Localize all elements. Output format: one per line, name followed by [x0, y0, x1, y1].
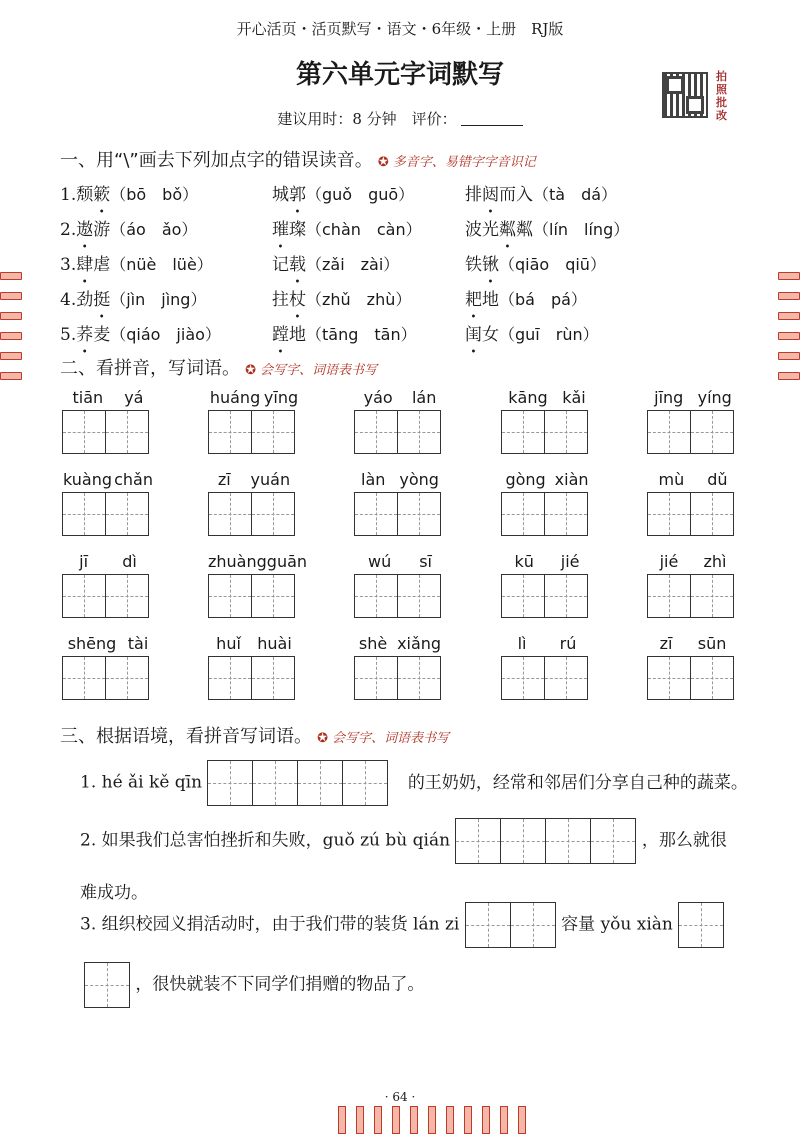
writing-boxes[interactable] [208, 492, 300, 536]
item-number: 5. [60, 325, 77, 345]
pinyin-syllable: dǔ [707, 470, 728, 489]
pinyin-line [647, 388, 739, 410]
writing-box[interactable] [62, 574, 106, 618]
dotted-character: 遨 [76, 220, 94, 240]
pinyin-word-group [354, 470, 446, 536]
dotted-character: 耙 [465, 290, 482, 310]
writing-boxes[interactable] [647, 574, 739, 618]
writing-box[interactable] [252, 656, 295, 700]
pinyin-syllable: yīng [263, 388, 299, 407]
pinyin-options[interactable]: （jìn jìng） [110, 290, 207, 309]
word-suffix: 女 [482, 325, 499, 345]
pinyin-options[interactable]: （bō bǒ） [110, 185, 199, 204]
sentence-3-text: 3. 组织校园义捐活动时，由于我们带的装货 lán zi [80, 914, 460, 935]
writing-box[interactable] [647, 410, 691, 454]
pinyin-syllable: rú [559, 634, 577, 653]
pronunciation-item[interactable] [465, 285, 587, 319]
writing-box[interactable] [343, 760, 388, 806]
pinyin-word-group [62, 634, 154, 700]
writing-box[interactable] [208, 410, 252, 454]
word-suffix: 而入 [499, 185, 533, 205]
pinyin-line [354, 470, 446, 492]
writing-boxes[interactable] [501, 574, 593, 618]
pinyin-line [647, 470, 739, 492]
page-title: 第六单元字词默写 [295, 60, 504, 90]
pinyin-options[interactable]: （bá pá） [499, 290, 587, 309]
pronunciation-item[interactable] [60, 250, 213, 284]
pinyin-syllable: huǐ [216, 634, 241, 653]
pinyin-word-group [208, 634, 300, 700]
word-prefix: 拄 [272, 290, 289, 310]
writing-box[interactable] [545, 574, 588, 618]
pinyin-syllable: jī [79, 552, 89, 571]
pinyin-word-group [62, 552, 154, 618]
pinyin-syllable: kāng [508, 388, 548, 407]
pinyin-syllable: huài [257, 634, 292, 653]
pinyin-word-group [208, 552, 308, 618]
evaluation-blank[interactable] [461, 125, 523, 126]
writing-box[interactable] [253, 760, 298, 806]
pinyin-syllable: lán [411, 388, 437, 407]
pinyin-options[interactable]: （nüè lüè） [110, 255, 213, 274]
word-prefix: 波光 [465, 220, 499, 240]
pinyin-syllable: guān [266, 552, 308, 571]
dotted-character: 簌 [93, 185, 111, 205]
page-number: · 64 · [384, 1090, 416, 1104]
writing-box[interactable] [691, 410, 734, 454]
tip-icon: ✪ [317, 731, 328, 746]
pinyin-syllable: zī [217, 470, 231, 489]
word-suffix: 粼 [516, 220, 533, 240]
pinyin-line [501, 388, 593, 410]
pinyin-options[interactable]: （lín líng） [533, 220, 630, 239]
pinyin-line [62, 552, 154, 574]
pinyin-syllable: zhuàng [208, 552, 267, 571]
pinyin-line [354, 552, 446, 574]
pinyin-word-group [647, 552, 739, 618]
pinyin-options[interactable]: （qiāo qiū） [499, 255, 606, 274]
pronunciation-item[interactable] [60, 180, 198, 214]
word-suffix: 虐 [93, 255, 111, 275]
pinyin-syllable: tài [127, 634, 149, 653]
writing-box[interactable] [501, 656, 545, 700]
pinyin-syllable: mù [658, 470, 685, 489]
writing-boxes[interactable] [354, 656, 446, 700]
writing-boxes[interactable] [208, 656, 300, 700]
writing-box[interactable] [62, 656, 106, 700]
dotted-character: 锹 [482, 255, 499, 275]
dotted-character: 蹚 [272, 325, 289, 345]
dotted-character: 璀 [272, 220, 289, 240]
pinyin-word-group [208, 470, 300, 536]
pinyin-word-group [647, 634, 739, 700]
writing-box[interactable] [106, 574, 149, 618]
left-binding-bars [0, 272, 22, 392]
pinyin-line [208, 634, 300, 656]
dotted-character: 荞 [76, 325, 94, 345]
writing-box[interactable] [252, 492, 295, 536]
writing-box[interactable] [354, 656, 398, 700]
word-prefix: 颓 [76, 185, 94, 205]
writing-box[interactable] [398, 574, 441, 618]
pinyin-syllable: gòng [505, 470, 546, 489]
pinyin-word-group [501, 634, 593, 700]
sentence-2-text: 2. 如果我们总害怕挫折和失败，guǒ zú bù qián [80, 830, 451, 851]
dotted-character: 肆 [76, 255, 94, 275]
pinyin-syllable: xiǎng [397, 634, 442, 653]
section3-title: 三、根据语境，看拼音写词语。 [60, 726, 312, 747]
pinyin-syllable: huáng [209, 388, 261, 407]
word-prefix: 劲 [76, 290, 94, 310]
sentence-1-pinyin: 1. hé ǎi kě qīn [80, 772, 203, 793]
writing-box[interactable] [647, 656, 691, 700]
word-prefix: 铁 [465, 255, 482, 275]
section1-title: 一、用“\”画去下列加点字的错误读音。 [60, 150, 373, 171]
time-label: 建议用时：8 分钟 评价： [277, 110, 457, 128]
pinyin-options[interactable]: （guī rùn） [499, 325, 599, 344]
answer-boxes-1[interactable] [207, 760, 388, 806]
pinyin-syllable: shēng [67, 634, 117, 653]
pinyin-syllable: jīng [654, 388, 684, 407]
right-binding-bars [778, 272, 800, 392]
writing-boxes[interactable] [647, 656, 739, 700]
writing-box[interactable] [501, 818, 546, 864]
section2-tip: 会写字、词语表书写 [260, 363, 378, 378]
writing-box[interactable] [647, 492, 691, 536]
series-header: 开心活页・活页默写・语文・6年级・上册 RJ版 [236, 20, 564, 38]
writing-box[interactable] [546, 818, 591, 864]
pronunciation-item[interactable] [465, 180, 617, 214]
pinyin-options[interactable]: （áo ǎo） [110, 220, 198, 239]
writing-boxes[interactable] [354, 492, 446, 536]
pinyin-syllable: yá [124, 388, 144, 407]
pinyin-syllable: yáo [363, 388, 393, 407]
pronunciation-item[interactable] [465, 215, 629, 249]
pinyin-line [647, 552, 739, 574]
writing-boxes[interactable] [354, 574, 446, 618]
writing-box[interactable] [398, 656, 441, 700]
writing-boxes[interactable] [62, 574, 154, 618]
dotted-character: 闼 [482, 185, 499, 205]
pinyin-word-group [354, 634, 446, 700]
pinyin-syllable: yòng [399, 470, 439, 489]
pinyin-syllable: dì [122, 552, 137, 571]
writing-boxes[interactable] [62, 656, 154, 700]
dotted-character: 郭 [289, 185, 306, 205]
word-prefix: 记 [272, 255, 289, 275]
pinyin-line [501, 552, 593, 574]
pinyin-line [501, 634, 593, 656]
pronunciation-item[interactable] [465, 320, 599, 354]
pinyin-line [208, 470, 300, 492]
item-number: 3. [60, 255, 77, 275]
pinyin-options[interactable]: （tāng tān） [306, 325, 417, 344]
pinyin-syllable: chǎn [114, 470, 153, 489]
pronunciation-item[interactable] [272, 215, 422, 249]
writing-boxes[interactable] [208, 410, 300, 454]
tip-icon: ✪ [377, 155, 389, 170]
pinyin-line [62, 388, 154, 410]
dotted-character: 粼 [499, 220, 516, 240]
pinyin-syllable: shè [358, 634, 388, 653]
writing-box[interactable] [208, 492, 252, 536]
writing-box[interactable] [252, 410, 295, 454]
writing-boxes[interactable] [647, 492, 739, 536]
writing-box[interactable] [106, 492, 149, 536]
pinyin-syllable: kǎi [562, 388, 586, 407]
pinyin-syllable: yíng [697, 388, 732, 407]
pinyin-line [354, 388, 446, 410]
pinyin-options[interactable]: （qiáo jiào） [110, 325, 221, 344]
pinyin-line [62, 470, 154, 492]
sentence-2-continued: 难成功。 [80, 883, 148, 903]
answer-boxes-2[interactable] [455, 818, 636, 864]
pinyin-word-group [501, 470, 593, 536]
item-number: 4. [60, 290, 77, 310]
writing-box[interactable] [62, 492, 106, 536]
pinyin-syllable: sūn [697, 634, 727, 653]
pronunciation-item[interactable] [272, 250, 399, 284]
sentence-3-text-c: ，很快就装不下同学们捐赠的物品了。 [135, 974, 425, 995]
pinyin-options[interactable]: （zhǔ zhù） [306, 290, 412, 309]
pinyin-syllable: yuán [250, 470, 291, 489]
pinyin-syllable: tiān [72, 388, 104, 407]
writing-box[interactable] [647, 574, 691, 618]
pinyin-options[interactable]: （tà dá） [533, 185, 618, 204]
pronunciation-item[interactable] [272, 320, 417, 354]
word-suffix: 地 [482, 290, 499, 310]
pronunciation-item[interactable] [272, 180, 414, 214]
writing-box[interactable] [298, 760, 343, 806]
pinyin-word-group [62, 388, 154, 454]
word-prefix: 排 [465, 185, 482, 205]
writing-boxes[interactable] [62, 492, 154, 536]
writing-box[interactable] [208, 574, 252, 618]
writing-box[interactable] [511, 902, 556, 948]
pinyin-options[interactable]: （zǎi zài） [306, 255, 400, 274]
pinyin-syllable: zhì [703, 552, 727, 571]
word-suffix: 璨 [289, 220, 306, 240]
writing-box[interactable] [545, 492, 588, 536]
writing-box[interactable] [106, 656, 149, 700]
pinyin-syllable: jié [560, 552, 580, 571]
pinyin-syllable: kū [514, 552, 534, 571]
pinyin-options[interactable]: （guǒ guō） [306, 185, 415, 204]
pronunciation-item[interactable] [60, 215, 197, 249]
pinyin-syllable: jié [659, 552, 679, 571]
dotted-character: 杖 [289, 290, 306, 310]
pinyin-word-group [208, 388, 300, 454]
section3-heading [60, 722, 449, 748]
sentence-3-continued [84, 962, 424, 1008]
pinyin-line [208, 388, 300, 410]
writing-box[interactable] [354, 492, 398, 536]
writing-boxes[interactable] [354, 410, 446, 454]
pinyin-line [62, 634, 154, 656]
writing-boxes[interactable] [647, 410, 739, 454]
writing-boxes[interactable] [501, 492, 593, 536]
pinyin-syllable: zī [659, 634, 673, 653]
section2-title: 二、看拼音，写词语。 [60, 358, 240, 379]
pinyin-syllable: kuàng [63, 470, 113, 489]
section3-tip: 会写字、词语表书写 [332, 731, 450, 746]
writing-box[interactable] [545, 410, 588, 454]
writing-box[interactable] [398, 492, 441, 536]
pronunciation-item[interactable] [465, 250, 606, 284]
sentence-1-text: 的王奶奶，经常和邻居们分享自己种的蔬菜。 [407, 772, 748, 793]
answer-boxes-3b-first[interactable] [678, 902, 724, 948]
writing-box[interactable] [252, 574, 295, 618]
sentence-2 [80, 818, 727, 864]
pinyin-word-group [647, 388, 739, 454]
writing-box[interactable] [501, 410, 545, 454]
sentence-2-text-b: ，那么就很 [641, 830, 727, 851]
pinyin-word-group [501, 388, 593, 454]
pinyin-word-group [501, 552, 593, 618]
writing-boxes[interactable] [501, 410, 593, 454]
writing-boxes[interactable] [501, 656, 593, 700]
writing-box[interactable] [691, 656, 734, 700]
writing-box[interactable] [465, 902, 511, 948]
word-prefix: 城 [272, 185, 289, 205]
pinyin-line [354, 634, 446, 656]
pinyin-syllable: xiàn [554, 470, 589, 489]
pinyin-syllable: sī [419, 552, 432, 571]
word-suffix: 游 [93, 220, 111, 240]
pronunciation-item[interactable] [272, 285, 411, 319]
pinyin-syllable: lì [517, 634, 527, 653]
writing-boxes[interactable] [62, 410, 154, 454]
section2-heading [60, 354, 377, 380]
pinyin-syllable: làn [361, 470, 386, 489]
writing-box[interactable] [208, 656, 252, 700]
item-number: 1. [60, 185, 77, 205]
writing-boxes[interactable] [208, 574, 300, 618]
sentence-3-text-b: 容量 yǒu xiàn [561, 914, 673, 935]
writing-box[interactable] [207, 760, 253, 806]
pinyin-syllable: wú [367, 552, 392, 571]
writing-box[interactable] [455, 818, 501, 864]
sentence-1 [80, 760, 748, 806]
pinyin-line [208, 552, 308, 574]
pinyin-line [647, 634, 739, 656]
dotted-character: 载 [289, 255, 306, 275]
writing-box[interactable] [691, 574, 734, 618]
pinyin-options[interactable]: （chàn càn） [306, 220, 422, 239]
pinyin-word-group [354, 388, 446, 454]
writing-box[interactable] [501, 574, 545, 618]
answer-boxes-3b-second[interactable] [84, 962, 130, 1008]
section1-tip: 多音字、易错字字音识记 [392, 155, 536, 170]
pronunciation-item[interactable] [60, 320, 221, 354]
pinyin-word-group [647, 470, 739, 536]
dotted-character: 挺 [93, 290, 111, 310]
word-suffix: 地 [289, 325, 306, 345]
writing-box[interactable] [398, 410, 441, 454]
section2-grid [0, 388, 800, 718]
writing-box[interactable] [106, 410, 149, 454]
writing-box[interactable] [678, 902, 724, 948]
writing-box[interactable] [84, 962, 130, 1008]
writing-box[interactable] [591, 818, 636, 864]
pinyin-word-group [62, 470, 154, 536]
sentence-3 [80, 902, 724, 948]
writing-box[interactable] [691, 492, 734, 536]
qr-code-icon[interactable] [662, 72, 708, 118]
item-number: 2. [60, 220, 77, 240]
qr-label: 拍照批改 [716, 70, 727, 122]
section1-heading [60, 146, 536, 172]
bottom-binding-bars [338, 1106, 526, 1134]
pinyin-line [501, 470, 593, 492]
pinyin-word-group [354, 552, 446, 618]
writing-box[interactable] [545, 656, 588, 700]
answer-boxes-3a[interactable] [465, 902, 556, 948]
writing-box[interactable] [501, 492, 545, 536]
dotted-character: 闺 [465, 325, 482, 345]
tip-icon: ✪ [245, 363, 256, 378]
pronunciation-item[interactable] [60, 285, 206, 319]
word-suffix: 麦 [93, 325, 111, 345]
writing-box[interactable] [62, 410, 106, 454]
writing-box[interactable] [354, 574, 398, 618]
writing-box[interactable] [354, 410, 398, 454]
